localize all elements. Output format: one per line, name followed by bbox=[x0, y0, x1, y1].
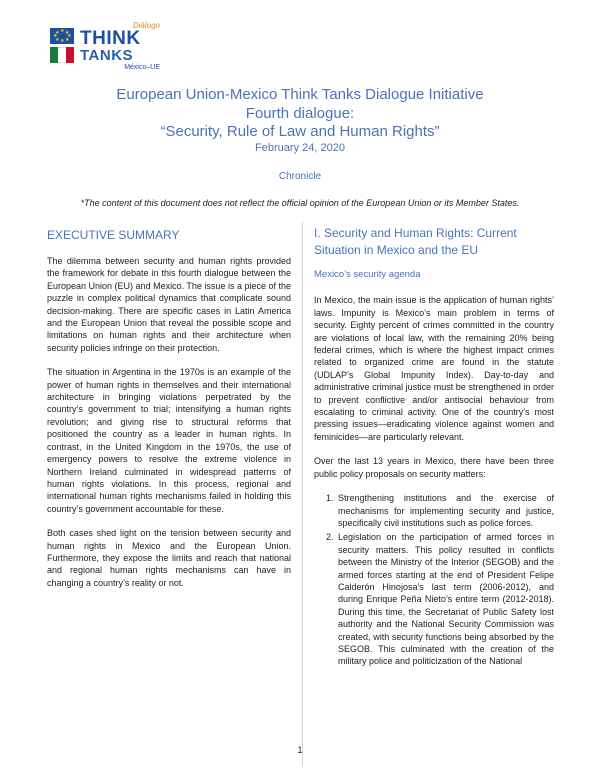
list-item: 1. Strengthening institutions and the exercise of mechanisms for implementing security and justice, specifically civil institutions such as police forces. bbox=[336, 492, 554, 529]
logo-mexico-ue: México–UE bbox=[124, 64, 160, 71]
logo-tanks: TANKS bbox=[80, 47, 134, 64]
security-paragraph-2: Over the last 13 years in Mexico, there have been three public policy proposals on security matters: bbox=[314, 456, 554, 479]
executive-summary-heading: EXECUTIVE SUMMARY bbox=[47, 228, 180, 242]
policy-list bbox=[314, 492, 554, 668]
logo-text bbox=[80, 22, 160, 71]
document-title: European Union-Mexico Think Tanks Dialogue Initiative bbox=[116, 86, 484, 103]
column-divider bbox=[302, 222, 303, 767]
logo-think: THINK bbox=[80, 28, 141, 49]
right-column bbox=[314, 225, 554, 670]
document-date: February 24, 2020 bbox=[255, 142, 345, 154]
eu-flag-icon: ★ ★ ★ ★ ★ ★ ★ ★ bbox=[50, 28, 74, 44]
list-item: 2. Legislation on the participation of armed forces in security matters. This policy resulted in conflicts between the Ministry of the Interior (SEGOB) and the armed forces starting at the end of President Felipe Calderón Hinojosa’s last term (2006-2012), and during Enrique Peña Nieto’s entire term (2012-2018). During this time, the Secretariat of Public Safety lost authority and the National Security Commission was created, with security functions being absorbed by the SEGOB. This culminated with the creation of the military police and politicization of the National bbox=[336, 531, 554, 667]
summary-paragraph-2: The situation in Argentina in the 1970s is an example of the power of human rights in themselves and their international architecture in bringing violations perpetrated by the country’s government to trial; intensifying a human rights revolution; and giving rise to structural reforms that positioned the country as a leader in human rights. In contrast, in the United Kingdom in the 1970s, the use of emergency powers to resolve the extreme violence in Northern Ireland culminated in widespread patterns of human rights violations. In this process, regional and international human rights mechanisms failed in holding this country’s government accountable for these. bbox=[47, 367, 291, 514]
summary-paragraph-3: Both cases shed light on the tension between security and human rights in Mexico and the European Union. Furthermore, they expose the limits and reach that national and regional human rights mechanisms can have in changing a country’s reality or not. bbox=[47, 528, 291, 588]
disclaimer: *The content of this document does not reflect the official opinion of the European Union or its Member States. bbox=[80, 198, 520, 208]
document-topic: “Security, Rule of Law and Human Rights” bbox=[160, 123, 440, 140]
left-column bbox=[47, 225, 291, 601]
section-heading: I. Security and Human Rights: Current Situation in Mexico and the EU bbox=[314, 226, 517, 257]
document-type: Chronicle bbox=[278, 171, 322, 182]
summary-paragraph-1: The dilemma between security and human rights provided the framework for debate in this fourth dialogue between the European Union (EU) and Mexico. The issue is a piece of the puzzle in complex political dynamics that complicate sound decision-making. There are specific cases in Latin America and the European Union that reveal the possible scope and limitations on human rights and their architecture when security policies infringe on their protection. bbox=[47, 256, 291, 353]
page-number: 1 bbox=[297, 745, 303, 755]
think-tanks-logo bbox=[50, 21, 160, 72]
section-subheading: Mexico’s security agenda bbox=[314, 269, 421, 280]
mexico-flag-icon bbox=[50, 47, 74, 63]
flags bbox=[50, 28, 78, 63]
document-subtitle: Fourth dialogue: bbox=[245, 105, 355, 122]
logo-dialogo: Diálogo bbox=[132, 21, 160, 30]
security-paragraph-1: In Mexico, the main issue is the application of human rights’ laws. Impunity is Mexico’s main problem in terms of security. Eighty percent of crimes committed in the country are violations of local law, with the remaining 20% being federal crimes, which is where the highest impact crimes related to organized crime are found in the statute (UDLAP’s Global Impunity Index). Day-to-day and administrative criminal justice must be strengthened in order to prevent conflictive and/or antisocial behaviour from escalating to criminal activity. One of the country’s most pressing issues—eradicating violence against women and feminicides—are particularly relevant. bbox=[314, 295, 554, 442]
